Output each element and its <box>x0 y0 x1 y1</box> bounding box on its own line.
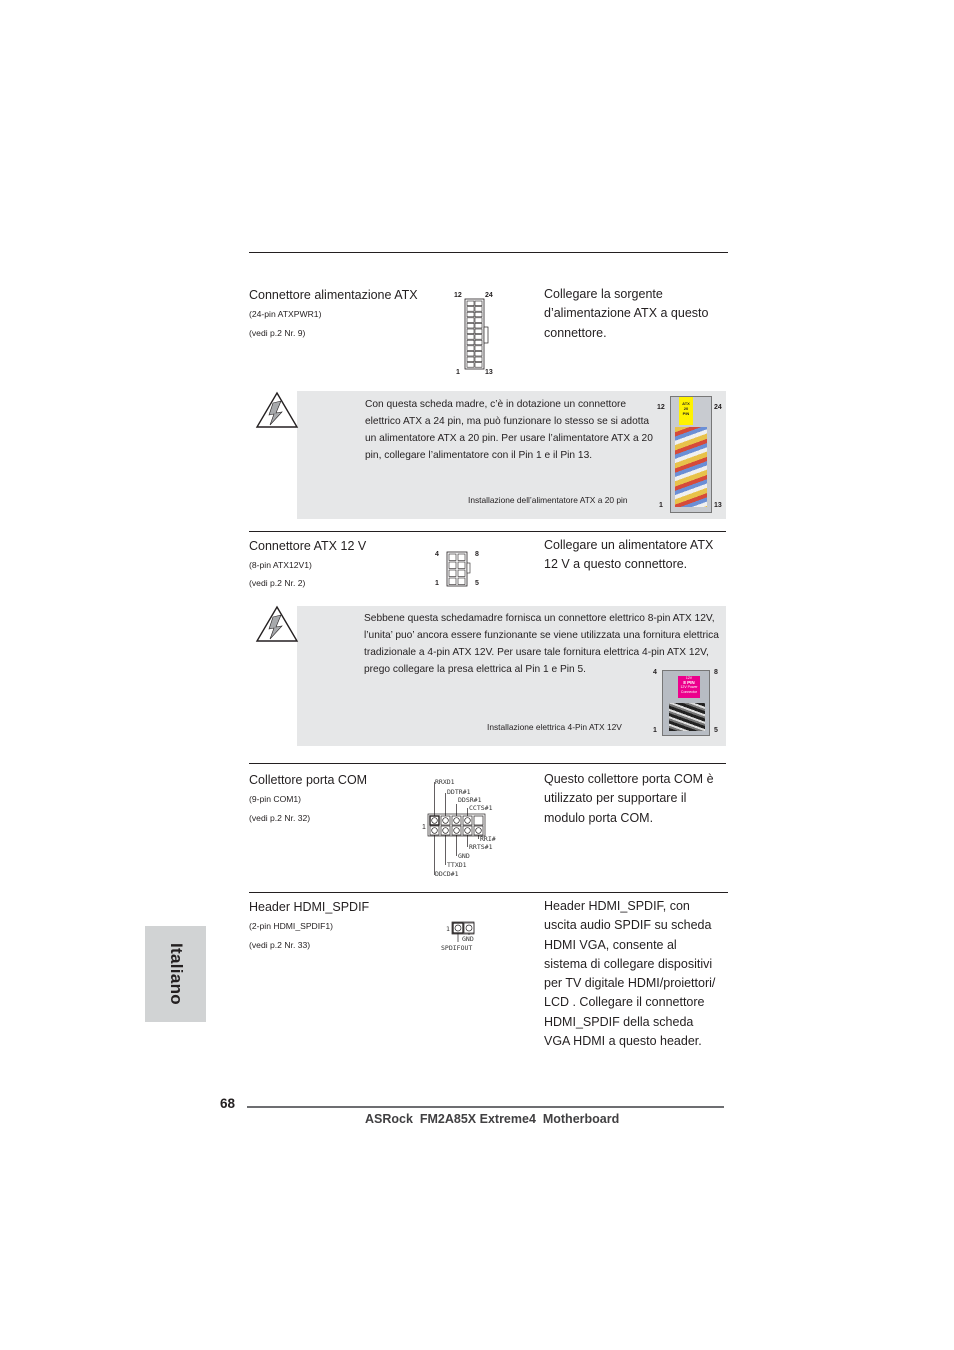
language-tab-label: Italiano <box>166 943 186 1005</box>
com-title: Collettore porta COM <box>249 773 368 787</box>
section-rule-4 <box>249 892 728 893</box>
hdmi-pin-1: 1 <box>446 925 450 933</box>
atx12v-8pin-connector-diagram <box>445 551 471 587</box>
atx-note-text: Con questa scheda madre, c’è in dotazione un connettore elettrico ATX a 24 pin, ma può funzionare lo stesso se si adotta un alimentatore ATX a 20 pin. Per usare l’alimentatore ATX a 20 pin, collegare l’alimentatore con il Pin 1 e il Pin 13. <box>365 399 653 461</box>
hdmi-desc-line-5: per TV digitale HDMI/proiettori/ <box>544 976 716 991</box>
atx-pin-12: 12 <box>454 292 462 299</box>
hdmi-desc-line-4: sistema di collegare dispositivi <box>544 956 713 971</box>
atx12-model: (8-pin ATX12V1) <box>249 560 312 570</box>
atx-photo-cables <box>675 427 707 507</box>
com-pinout-diagram <box>422 777 502 879</box>
atx12-pin-5: 5 <box>475 580 479 587</box>
section-rule-3 <box>249 763 726 764</box>
com-model: (9-pin COM1) <box>249 794 302 804</box>
hdmi-label-spdifout: SPDIFOUT <box>441 944 473 952</box>
atx-note-caption: Installazione dell’alimentatore ATX a 20 pin <box>468 495 628 505</box>
atx-24pin-connector-diagram <box>462 297 490 370</box>
hdmi-description <box>544 897 715 1051</box>
com-label-rrts1: RRTS#1 <box>469 843 493 851</box>
atx12-description: Collegare un alimentatore ATX 12 V a questo connettore. <box>544 538 714 572</box>
atx12-ref: (vedi p.2 Nr. 2) <box>249 578 306 588</box>
atx12v-4pin-install-photo <box>662 670 710 736</box>
hdmi-desc-line-7: HDMI_SPDIF della scheda <box>544 1014 694 1029</box>
hdmi-desc-line-8: VGA HDMI a questo header. <box>544 1034 702 1049</box>
hdmi-ref: (vedi p.2 Nr. 33) <box>249 940 311 950</box>
atx12-photo-pin-1: 1 <box>653 727 657 734</box>
atx12-photo-label-3: 12V Power Connector <box>680 685 698 694</box>
com-label-rrxd1: RRXD1 <box>435 778 455 786</box>
atx-title: Connettore alimentazione ATX <box>249 288 418 302</box>
hdmi-title: Header HDMI_SPDIF <box>249 900 370 914</box>
com-label-ttxd1: TTXD1 <box>447 861 467 869</box>
hdmi-model: (2-pin HDMI_SPDIF1) <box>249 921 334 931</box>
atx12-photo-pink-label <box>678 676 700 698</box>
footer-product-name: ASRock FM2A85X Extreme4 Motherboard <box>365 1112 620 1126</box>
atx-model: (24-pin ATXPWR1) <box>249 309 322 319</box>
atx12-pin-4: 4 <box>435 551 439 558</box>
atx-photo-pin-13: 13 <box>714 502 722 509</box>
com-label-gnd: GND <box>458 852 470 860</box>
atx12-note-text: Sebbene questa schedamadre fornisca un connettore elettrico 8-pin ATX 12V, l’unita’ puo’ ancora essere funzionante se viene utilizzata una fornitura elettrica tradizionale a 4-pin ATX 12V. Per usare tale fornitura elettrica 4-pin ATX 12V, prego collegare la presa elettrica al Pin 1 e Pin 5. <box>364 613 719 675</box>
hdmi-desc-line-1: Header HDMI_SPDIF, con <box>544 899 690 913</box>
com-pin-1: 1 <box>422 824 426 831</box>
atx-photo-pin-12: 12 <box>657 404 665 411</box>
atx-photo-pin-1: 1 <box>659 502 663 509</box>
atx12-title: Connettore ATX 12 V <box>249 539 367 553</box>
hdmi-label-gnd: GND <box>462 935 474 943</box>
atx-description: Collegare la sorgente d’alimentazione ATX a questo connettore. <box>544 287 709 340</box>
hdmi-desc-line-6: LCD . Collegare il connettore <box>544 995 705 1010</box>
atx-pin-13: 13 <box>485 369 493 376</box>
warning-icon <box>255 605 299 643</box>
atx12-note-caption: Installazione elettrica 4-Pin ATX 12V <box>487 722 622 732</box>
top-rule <box>249 252 728 253</box>
atx12-photo-label-2: 8 PIN <box>683 679 695 685</box>
atx12-pin-8: 8 <box>475 551 479 558</box>
com-description: Questo collettore porta COM è utilizzato per supportare il modulo porta COM. <box>544 772 714 825</box>
com-label-ddcd1: DDCD#1 <box>435 870 459 878</box>
warning-icon <box>255 391 299 429</box>
hdmi-pinout-diagram <box>440 920 482 954</box>
section-rule-2 <box>249 531 726 532</box>
atx-photo-label: ATX 20 PIN <box>682 401 690 416</box>
atx-ref: (vedi p.2 Nr. 9) <box>249 328 306 338</box>
com-label-ccts1: CCTS#1 <box>469 804 493 812</box>
com-ref: (vedi p.2 Nr. 32) <box>249 813 311 823</box>
com-label-rri: RRI# <box>480 835 496 843</box>
atx12-photo-cables <box>669 703 705 731</box>
com-label-ddsr1: DDSR#1 <box>458 796 482 804</box>
atx12-photo-pin-8: 8 <box>714 669 718 676</box>
atx12-photo-label-1: 12V <box>685 676 693 680</box>
com-label-ddtr1: DDTR#1 <box>447 788 471 796</box>
atx-20pin-install-photo <box>670 396 712 513</box>
atx12-photo-pin-5: 5 <box>714 727 718 734</box>
hdmi-desc-line-3: HDMI VGA, consente al <box>544 937 677 952</box>
language-side-tab <box>145 926 206 1022</box>
footer-rule <box>247 1106 724 1108</box>
atx-pin-1: 1 <box>456 369 460 376</box>
atx12-photo-pin-4: 4 <box>653 669 657 676</box>
page-number: 68 <box>220 1096 236 1111</box>
atx-pin-24: 24 <box>485 292 493 299</box>
atx12-pin-1: 1 <box>435 580 439 587</box>
hdmi-desc-line-2: uscita audio SPDIF su scheda <box>544 918 712 933</box>
atx-photo-pin-24: 24 <box>714 404 722 411</box>
